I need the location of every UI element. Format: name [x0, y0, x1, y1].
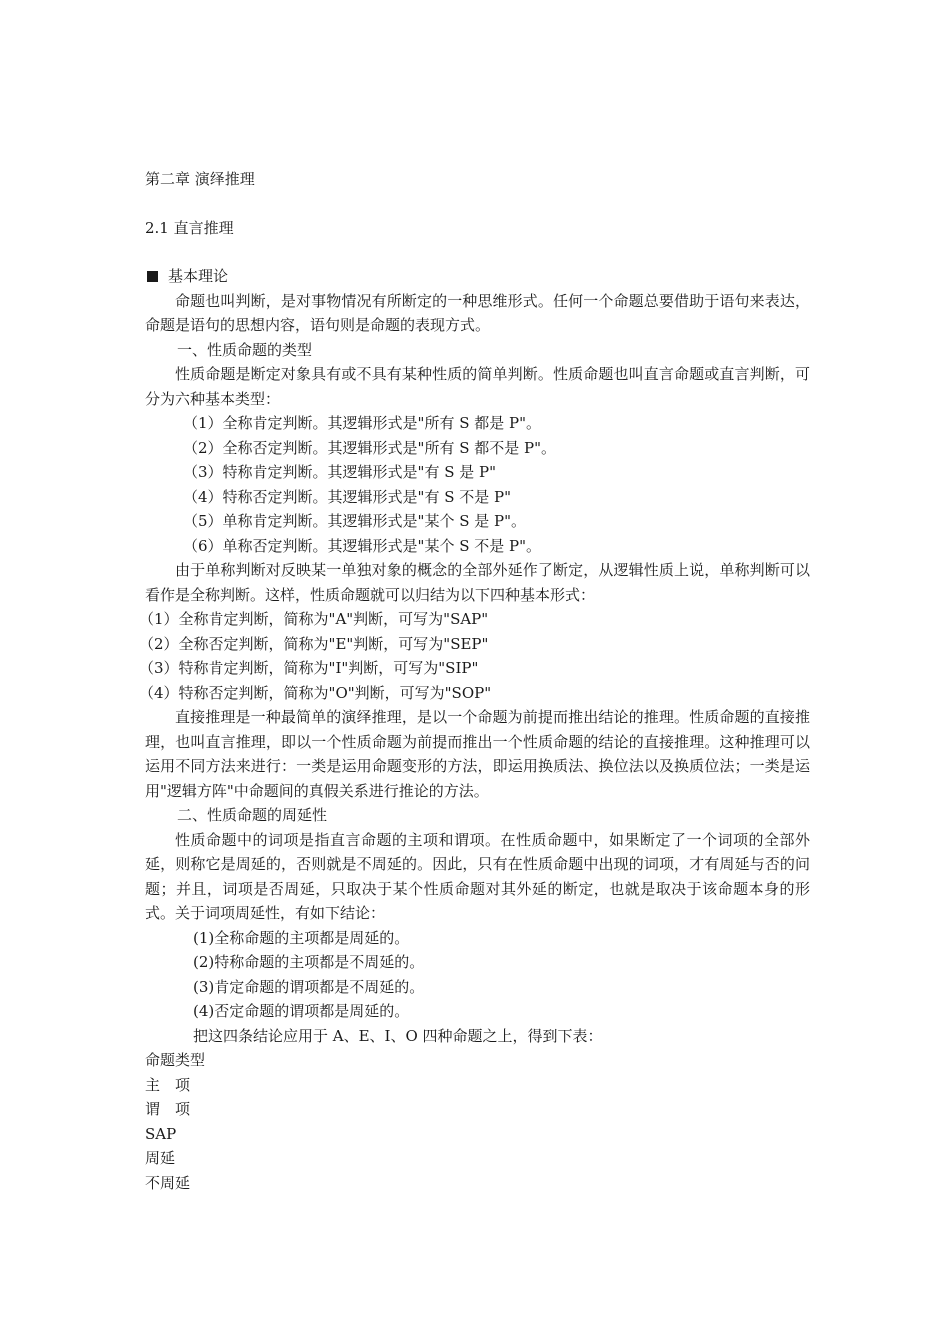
- form-item: （1）全称肯定判断，简称为"A"判断，可写为"SAP": [139, 610, 489, 628]
- bullet-heading-text: 基本理论: [168, 267, 229, 285]
- table-cell-sap: SAP: [145, 1124, 177, 1143]
- type-item: （1）全称肯定判断。其逻辑形式是"所有 S 都是 P"。: [183, 414, 542, 432]
- document-content: [139, 167, 810, 1195]
- chapter-title: 第二章 演绎推理: [145, 170, 255, 188]
- form-item: （4）特称否定判断，简称为"O"判断，可写为"SOP": [139, 683, 492, 702]
- types-intro-paragraph: 性质命题是断定对象具有或不具有某种性质的简单判断。性质命题也叫直言命题或直言判断，可分为六种基本类型：: [145, 365, 810, 408]
- type-item: （2）全称否定判断。其逻辑形式是"所有 S 都不是 P"。: [183, 438, 557, 457]
- table-header-subject: 主 项: [145, 1075, 191, 1094]
- conclusion-item: (4)否定命题的谓项都是周延的。: [193, 1002, 410, 1020]
- type-item: （4）特称否定判断。其逻辑形式是"有 S 不是 P": [183, 487, 512, 506]
- bullet-heading: [145, 264, 810, 289]
- type-item: （6）单称否定判断。其逻辑形式是"某个 S 不是 P"。: [183, 536, 542, 555]
- table-header-predicate: 谓 项: [145, 1100, 191, 1118]
- conclusion-item: (2)特称命题的主项都是不周延的。: [193, 953, 425, 971]
- type-item: （5）单称肯定判断。其逻辑形式是"某个 S 是 P"。: [183, 512, 527, 530]
- subheading-distribution: 二、性质命题的周延性: [177, 806, 328, 824]
- subheading-proposition-types: 一、性质命题的类型: [177, 340, 313, 359]
- form-item: （3）特称肯定判断，简称为"I"判断，可写为"SIP": [139, 659, 479, 677]
- table-cell-distributed: 周延: [145, 1149, 176, 1167]
- table-cell-undistributed: 不周延: [145, 1173, 191, 1192]
- singular-judgment-paragraph: 由于单称判断对反映某一单独对象的概念的全部外延作了断定，从逻辑性质上说，单称判断可以看作是全称判断。这样，性质命题就可以归结为以下四种基本形式：: [145, 561, 810, 604]
- distribution-paragraph: 性质命题中的词项是指直言命题的主项和谓项。在性质命题中，如果断定了一个词项的全部外延，则称它是周延的，否则就是不周延的。因此，只有在性质命题中出现的词项，才有周延与否的问题；并且，词项是否周延，只取决于某个性质命题对其外延的断定，也就是取决于该命题本身的形式。关于词项周延性，有如下结论：: [145, 830, 810, 922]
- apply-conclusions-line: 把这四条结论应用于 A、E、I、O 四种命题之上，得到下表：: [193, 1026, 603, 1045]
- intro-paragraph: 命题也叫判断，是对事物情况有所断定的一种思维形式。任何一个命题总要借助于语句来表达，命题是语句的思想内容，语句则是命题的表现方式。: [145, 291, 810, 334]
- conclusion-item: (1)全称命题的主项都是周延的。: [193, 928, 410, 947]
- form-item: （2）全称否定判断，简称为"E"判断，可写为"SEP": [139, 634, 489, 653]
- conclusion-item: (3)肯定命题的谓项都是不周延的。: [193, 977, 425, 996]
- square-bullet-icon: [147, 271, 158, 282]
- section-title: 2.1 直言推理: [145, 218, 234, 237]
- type-item: （3）特称肯定判断。其逻辑形式是"有 S 是 P": [183, 463, 497, 481]
- table-header-type: 命题类型: [145, 1051, 206, 1069]
- direct-inference-paragraph: 直接推理是一种最简单的演绎推理，是以一个命题为前提而推出结论的推理。性质命题的直接推理，也叫直言推理，即以一个性质命题为前提而推出一个性质命题的结论的直接推理。这种推理可以运用不同方法来进行：一类是运用命题变形的方法，即运用换质法、换位法以及换质位法；一类是运用"逻辑方阵"中命题间的真假关系进行推论的方法。: [145, 708, 810, 800]
